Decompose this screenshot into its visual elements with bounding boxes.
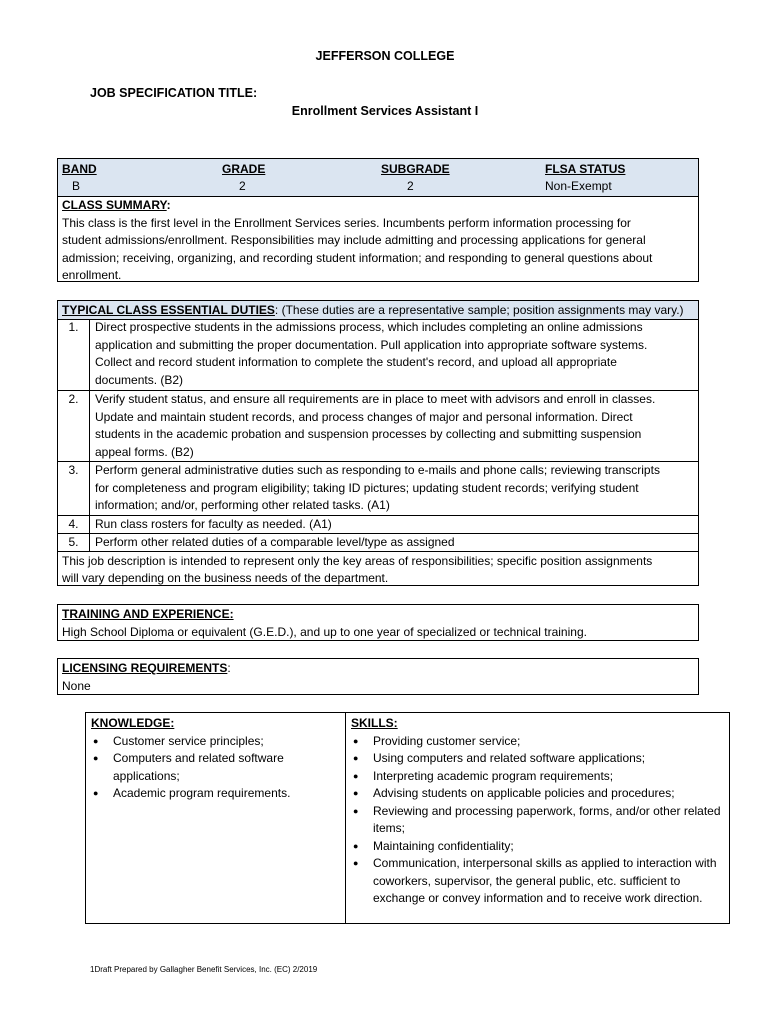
duties-table — [57, 300, 699, 586]
duty-text — [95, 534, 695, 552]
grade-value: 2 — [239, 179, 246, 193]
licensing-text: None — [62, 678, 91, 693]
summary-line: admission; receiving, organizing, and recording student information; and responding to general questions about — [62, 250, 653, 265]
duties-heading-note: : (These duties are a representative sample; position assignments may vary.) — [274, 303, 684, 317]
class-summary-heading: CLASS SUMMARY — [62, 198, 167, 212]
footnote-line: This job description is intended to represent only the key areas of responsibilities; specific position assignments — [62, 554, 653, 568]
skill-item: ● Providing customer service; — [351, 733, 726, 751]
duty-line: Direct prospective students in the admissions process, which includes completing an online admissions — [95, 320, 643, 334]
duty-line: information; and/or, performing other related tasks. (A1) — [95, 498, 390, 512]
duty-row — [58, 534, 698, 552]
training-box — [57, 604, 699, 641]
class-summary-colon: : — [166, 198, 171, 212]
duty-line: Verify student status, and ensure all requirements are in place to meet with advisors and enroll in classes. — [95, 392, 656, 406]
duty-text — [95, 319, 695, 389]
duty-line: Perform other related duties of a comparable level/type as assigned — [95, 535, 455, 549]
skill-item: ● Interpreting academic program requirements; — [351, 768, 726, 786]
skill-item: ● Using computers and related software applications; — [351, 750, 726, 768]
licensing-heading: LICENSING REQUIREMENTS — [62, 661, 228, 675]
duty-number: 4. — [58, 516, 90, 533]
knowledge-skills-table — [85, 712, 730, 924]
duty-line: for completeness and program eligibility; taking ID pictures; updating student records; verifying student — [95, 480, 639, 495]
college-name: JEFFERSON COLLEGE — [315, 49, 455, 63]
column-divider — [345, 713, 346, 923]
duty-line: documents. (B2) — [95, 372, 184, 387]
licensing-box — [57, 658, 699, 695]
duty-row — [58, 391, 698, 462]
grade-header: GRADE — [222, 162, 266, 176]
licensing-colon: : — [227, 661, 231, 675]
band-header: BAND — [62, 162, 97, 176]
duty-number: 5. — [58, 534, 90, 551]
duty-number: 1. — [58, 319, 90, 390]
summary-line: This class is the first level in the Enrollment Services series. Incumbents perform information processing for — [62, 215, 631, 230]
duty-row — [58, 516, 698, 534]
training-text: High School Diploma or equivalent (G.E.D.), and up to one year of specialized or technical training. — [62, 624, 587, 639]
duty-number: 3. — [58, 462, 90, 515]
duty-text — [95, 391, 695, 461]
summary-line: enrollment. — [62, 268, 122, 282]
class-summary — [62, 197, 696, 285]
subgrade-value: 2 — [407, 179, 414, 193]
subgrade-header: SUBGRADE — [381, 162, 450, 176]
job-spec-label: JOB SPECIFICATION TITLE: — [90, 86, 258, 100]
skills-column — [351, 715, 726, 908]
flsa-header: FLSA STATUS — [545, 162, 626, 176]
skill-item: ● Maintaining confidentiality; — [351, 838, 726, 856]
duty-row — [58, 319, 698, 391]
job-title: Enrollment Services Assistant I — [291, 104, 479, 118]
duty-line: Run class rosters for faculty as needed. (A1) — [95, 517, 332, 531]
band-value: B — [72, 179, 81, 193]
training-heading: TRAINING AND EXPERIENCE: — [62, 607, 234, 621]
duties-heading: TYPICAL CLASS ESSENTIAL DUTIES — [62, 303, 275, 317]
duty-line: application and submitting the proper documentation. Pull application into appropriate software systems. — [95, 337, 648, 352]
duty-line: Update and maintain student records, and process changes of major and personal information. Direct — [95, 409, 633, 424]
knowledge-item: ● Customer service principles; — [91, 733, 336, 751]
knowledge-item: ● Academic program requirements. — [91, 785, 336, 803]
duties-footnote — [62, 553, 696, 587]
knowledge-column — [91, 715, 336, 803]
duty-line: students in the academic probation and suspension processes by collecting and submitting suspension — [95, 427, 642, 441]
skill-item: ● Reviewing and processing paperwork, forms, and/or other related items; — [351, 803, 726, 838]
footer-note: 1Draft Prepared by Gallagher Benefit Services, Inc. (EC) 2/2019 — [90, 965, 318, 974]
classification-header-row — [58, 159, 698, 197]
summary-line: student admissions/enrollment. Responsibilities may include admitting and processing applications for general — [62, 233, 646, 247]
skill-item: ● Advising students on applicable policies and procedures; — [351, 785, 726, 803]
skills-heading: SKILLS: — [351, 716, 398, 730]
skill-item: ● Communication, interpersonal skills as applied to interaction with coworkers, supervisor, the general public, etc. sufficient to exchange or convey information and to receive work direction. — [351, 855, 726, 908]
knowledge-heading: KNOWLEDGE: — [91, 716, 175, 730]
duties-header-row — [58, 301, 698, 320]
duty-number: 2. — [58, 391, 90, 461]
duty-row — [58, 462, 698, 516]
duty-line: appeal forms. (B2) — [95, 444, 194, 459]
footnote-line: will vary depending on the business needs of the department. — [62, 571, 389, 585]
duty-line: Perform general administrative duties such as responding to e-mails and phone calls; reviewing transcripts — [95, 463, 660, 477]
duty-line: Collect and record student information to complete the student's record, and upload all appropriate — [95, 355, 617, 369]
duty-text — [95, 462, 695, 515]
duty-text — [95, 516, 695, 534]
knowledge-item: ● Computers and related software applications; — [91, 750, 336, 785]
flsa-value: Non-Exempt — [545, 179, 612, 193]
classification-table — [57, 158, 699, 282]
